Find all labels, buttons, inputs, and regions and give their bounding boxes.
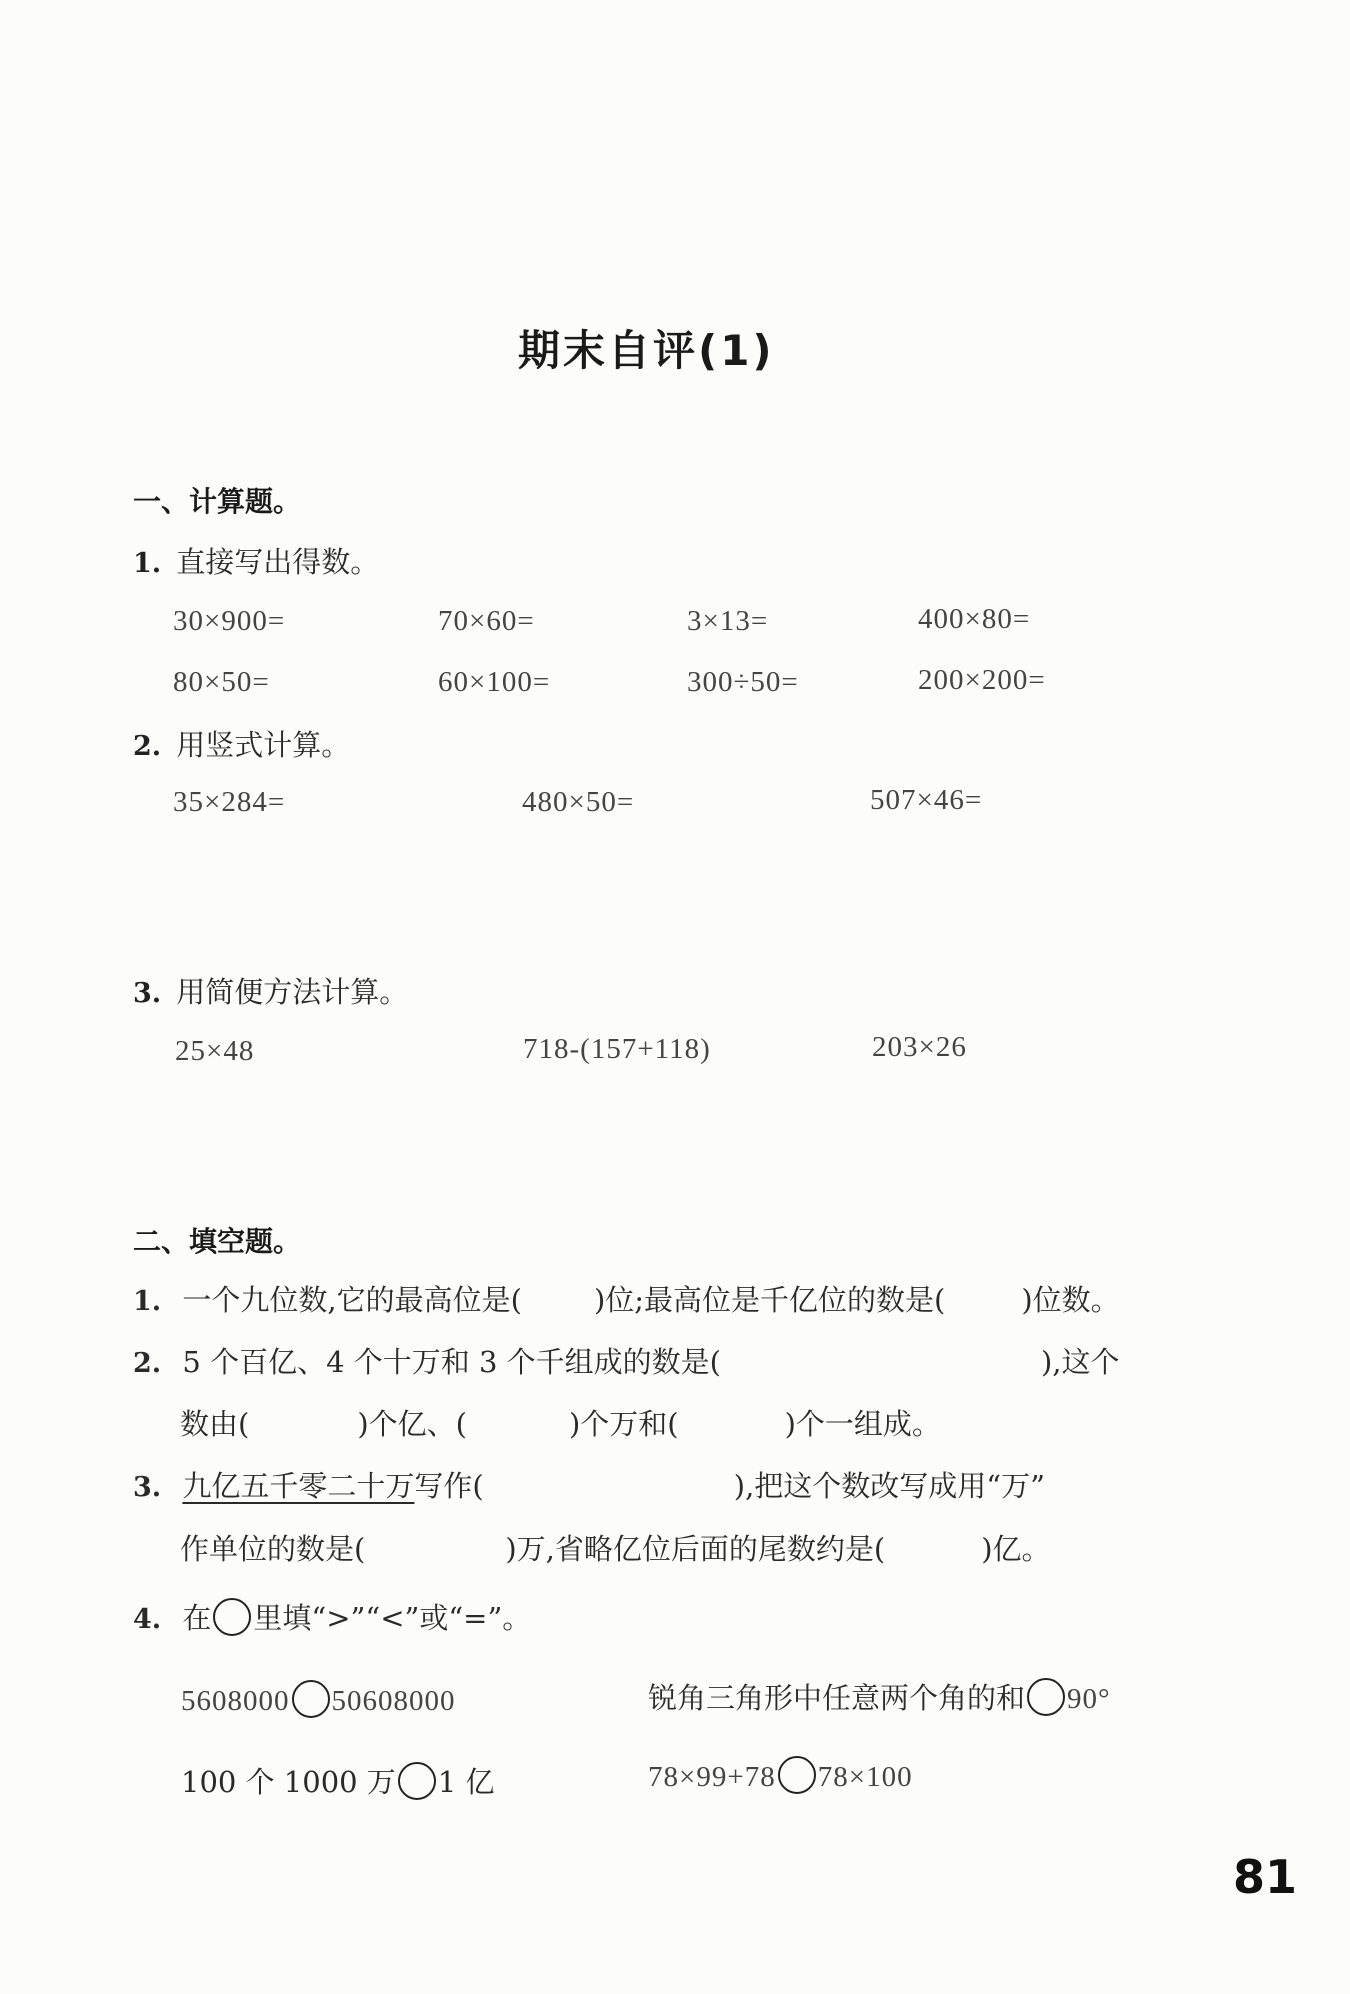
section-2-heading: 二、填空题。 — [133, 1225, 302, 1258]
compare-circle[interactable] — [1027, 1678, 1065, 1716]
question-number: 1. — [133, 1286, 162, 1317]
fill-text: )亿。 — [981, 1532, 1051, 1566]
compare-circle[interactable] — [292, 1680, 330, 1718]
question-number: 2. — [133, 731, 162, 762]
calc-item: 3×13= — [687, 605, 769, 637]
question-text: 直接写出得数。 — [176, 545, 380, 579]
compare-item — [181, 1760, 494, 1801]
underlined-number-words: 九亿五千零二十万 — [182, 1469, 415, 1503]
calc-item: 25×48 — [175, 1035, 255, 1067]
s2-q3-line1 — [133, 1464, 1045, 1505]
compare-right: 78×100 — [817, 1761, 913, 1793]
compare-item — [181, 1680, 456, 1718]
fill-text: ),把这个数改写成用“万” — [733, 1469, 1045, 1503]
fill-text: )个一组成。 — [784, 1407, 941, 1441]
fill-text: 5 个百亿、4 个十万和 3 个千组成的数是( — [182, 1345, 721, 1379]
calc-item: 480×50= — [522, 786, 635, 818]
s2-q3-line2 — [180, 1527, 1051, 1568]
fill-text: 写作( — [414, 1469, 484, 1503]
compare-item — [648, 1756, 913, 1794]
fill-text: )个亿、( — [357, 1407, 467, 1441]
fill-text: )万,省略亿位后面的尾数约是( — [505, 1532, 886, 1566]
compare-left: 78×99+78 — [648, 1761, 776, 1793]
calc-item: 300÷50= — [687, 666, 799, 698]
compare-circle-icon — [213, 1598, 251, 1636]
section-1-heading: 一、计算题。 — [133, 485, 302, 518]
calc-item: 80×50= — [173, 666, 270, 698]
calc-item: 400×80= — [918, 603, 1031, 635]
question-number: 3. — [133, 978, 162, 1009]
s2-q1 — [133, 1278, 1120, 1319]
calc-item: 70×60= — [438, 605, 535, 637]
compare-left: 锐角三角形中任意两个角的和 — [648, 1681, 1026, 1715]
calc-item: 35×284= — [173, 786, 286, 818]
fill-text: ),这个 — [1040, 1345, 1120, 1379]
question-number: 2. — [133, 1348, 162, 1379]
compare-right: 1 亿 — [437, 1765, 495, 1799]
question-number: 4. — [133, 1604, 162, 1635]
compare-left: 100 个 1000 万 — [181, 1765, 396, 1799]
calc-item: 200×200= — [918, 664, 1046, 696]
s2-q2-line1 — [133, 1340, 1120, 1381]
question-number: 1. — [133, 548, 162, 579]
s1-q2-prompt — [133, 723, 350, 764]
compare-circle[interactable] — [778, 1756, 816, 1794]
calc-item: 718-(157+118) — [523, 1033, 711, 1065]
compare-left: 5608000 — [181, 1685, 290, 1717]
fill-text: )位数。 — [1021, 1283, 1120, 1317]
calc-item: 30×900= — [173, 605, 286, 637]
fill-text: 里填“>”“<”或“=”。 — [253, 1601, 532, 1635]
question-text: 用简便方法计算。 — [176, 975, 409, 1009]
compare-item — [648, 1676, 1111, 1717]
fill-text: 作单位的数是( — [180, 1532, 366, 1566]
s2-q2-line2 — [180, 1402, 941, 1443]
compare-circle[interactable] — [398, 1762, 436, 1800]
fill-text: 数由( — [180, 1407, 250, 1441]
page-title: 期末自评(1) — [518, 326, 775, 375]
fill-text: 一个九位数,它的最高位是( — [182, 1283, 522, 1317]
calc-item: 507×46= — [870, 784, 983, 816]
page-number: 81 — [1233, 1850, 1298, 1904]
calc-item: 60×100= — [438, 666, 551, 698]
question-text: 用竖式计算。 — [176, 728, 351, 762]
s1-q1-prompt — [133, 540, 379, 581]
calc-item: 203×26 — [872, 1031, 967, 1063]
fill-text: )位;最高位是千亿位的数是( — [593, 1283, 946, 1317]
question-number: 3. — [133, 1472, 162, 1503]
s1-q3-prompt — [133, 970, 408, 1011]
fill-text: 在 — [182, 1601, 212, 1635]
compare-right: 50608000 — [331, 1685, 456, 1717]
compare-right: 90° — [1067, 1683, 1111, 1715]
s2-q4-prompt — [133, 1596, 531, 1637]
fill-text: )个万和( — [568, 1407, 679, 1441]
